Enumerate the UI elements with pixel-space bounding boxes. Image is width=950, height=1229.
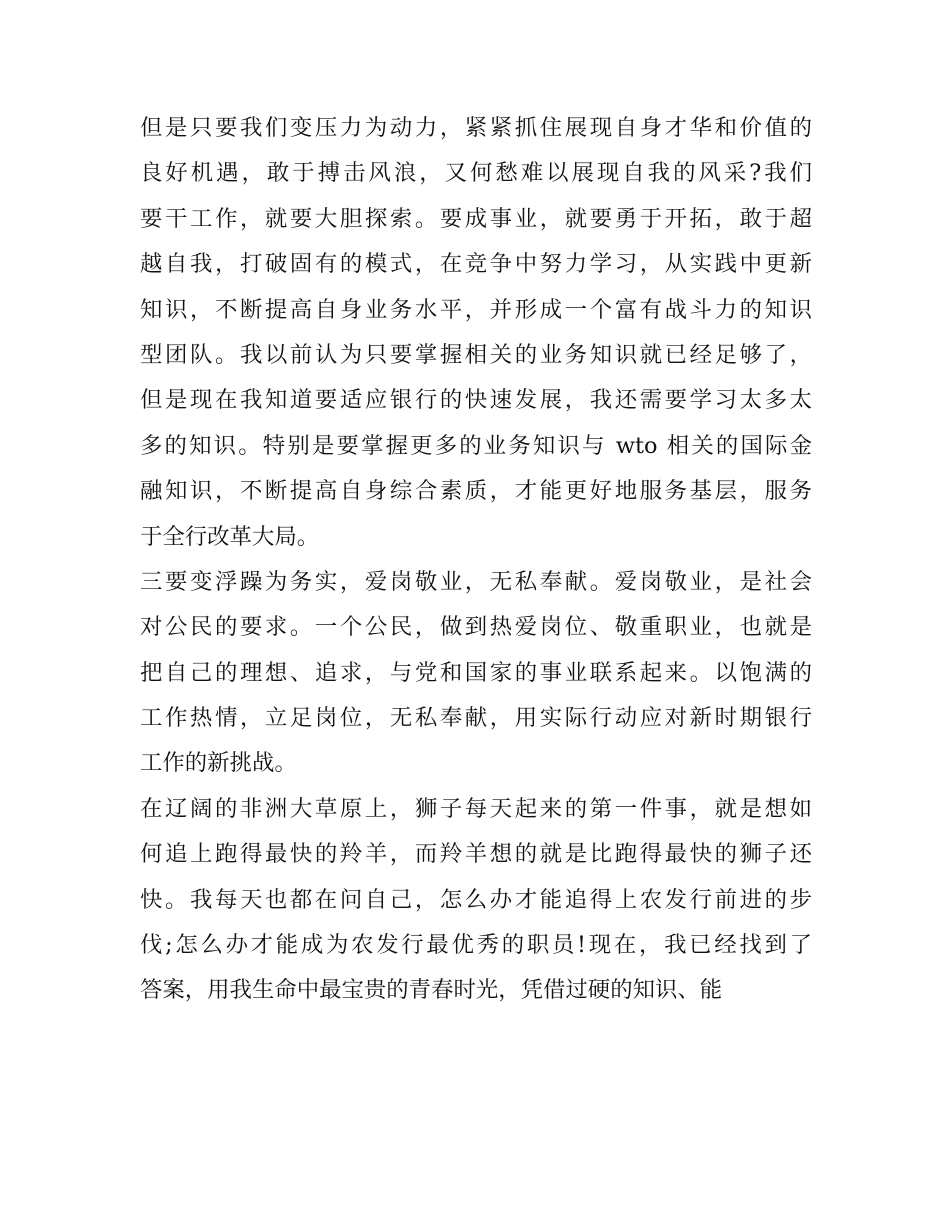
text-line: 越自我，打破固有的模式，在竞争中努力学习，从实践中更新 (140, 251, 812, 278)
text-line: 把自己的理想、追求，与党和国家的事业联系起来。以饱满的 (140, 659, 812, 686)
text-line: 对公民的要求。一个公民，做到热爱岗位、敬重职业，也就是 (140, 614, 812, 641)
text-line: 答案，用我生命中最宝贵的青春时光，凭借过硬的知识、能 (140, 977, 723, 1004)
text-line: 多的知识。特别是要掌握更多的业务知识与 wto 相关的国际金 (140, 432, 812, 459)
text-line: 良好机遇，敢于搏击风浪，又何愁难以展现自我的风采?我们 (140, 160, 812, 187)
text-line: 快。我每天也都在问自己，怎么办才能追得上农发行前进的步 (140, 886, 812, 913)
text-line: 工作热情，立足岗位，无私奉献，用实际行动应对新时期银行 (140, 705, 812, 732)
text-line: 知识，不断提高自身业务水平，并形成一个富有战斗力的知识 (140, 296, 812, 323)
text-line: 要干工作，就要大胆探索。要成事业，就要勇于开拓，敢于超 (140, 205, 812, 232)
text-line: 何追上跑得最快的羚羊，而羚羊想的就是比跑得最快的狮子还 (140, 841, 812, 868)
text-line: 三要变浮躁为务实，爱岗敬业，无私奉献。爱岗敬业，是社会 (140, 568, 812, 595)
paragraph-3 (140, 787, 812, 1014)
text-line: 工作的新挑战。 (140, 750, 297, 777)
text-line: 在辽阔的非洲大草原上，狮子每天起来的第一件事，就是想如 (140, 795, 812, 822)
text-line: 但是只要我们变压力为动力，紧紧抓住展现自身才华和价值的 (140, 115, 812, 141)
text-line: 伐;怎么办才能成为农发行最优秀的职员!现在，我已经找到了 (140, 932, 812, 959)
text-line: 融知识，不断提高自身综合素质，才能更好地服务基层，服务 (140, 478, 812, 505)
document-body (140, 106, 812, 1014)
text-line: 但是现在我知道要适应银行的快速发展，我还需要学习太多太 (140, 387, 812, 414)
paragraph-1 (140, 106, 812, 560)
text-line: 于全行改革大局。 (140, 523, 320, 550)
text-line: 型团队。我以前认为只要掌握相关的业务知识就已经足够了， (140, 341, 812, 368)
paragraph-2 (140, 560, 812, 787)
